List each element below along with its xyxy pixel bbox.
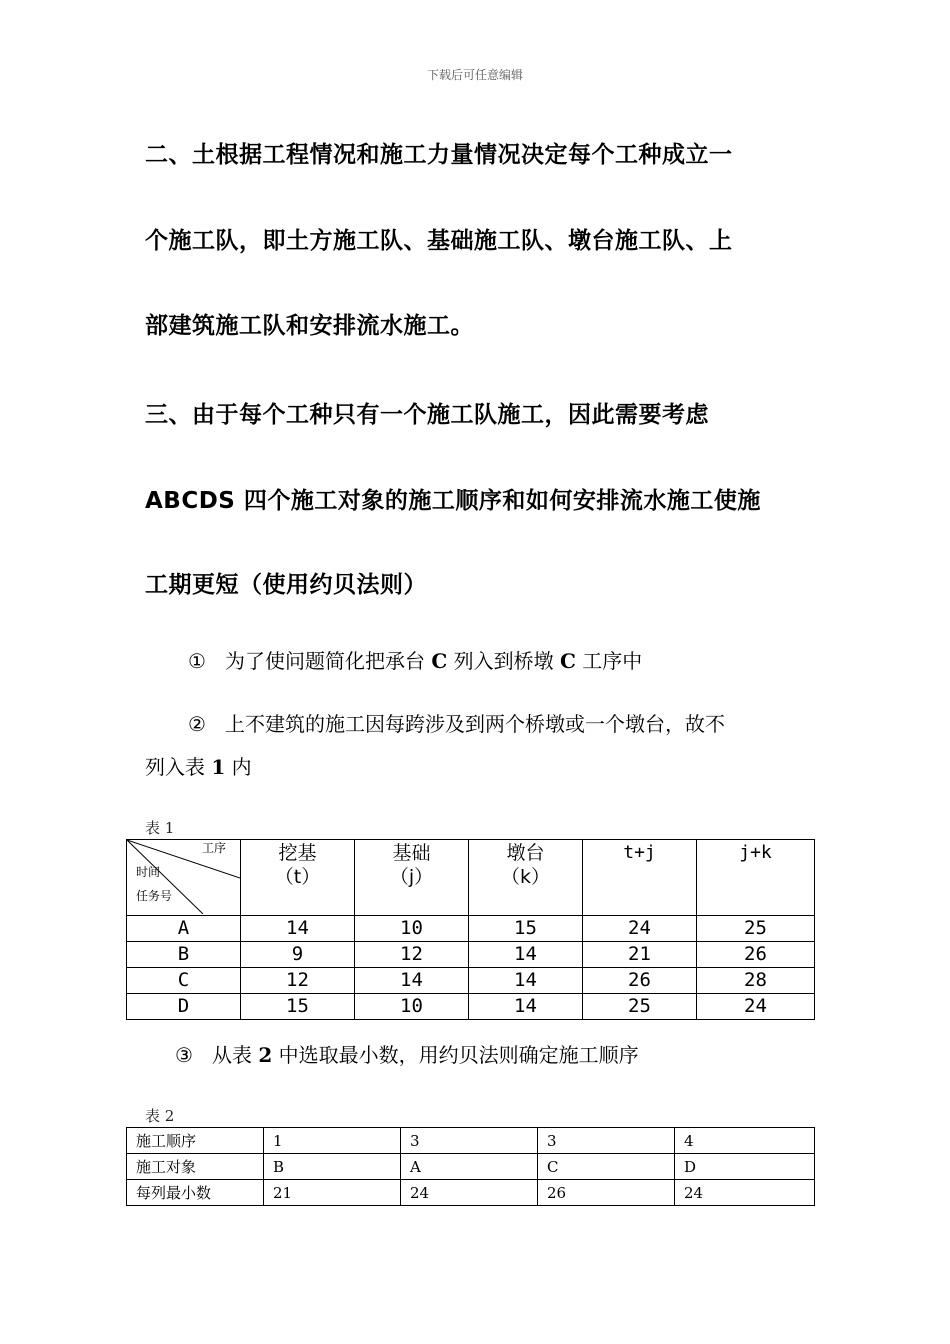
header-excavation-name: 挖基 — [278, 842, 317, 864]
heading-line-4: 三、由于每个工种只有一个施工队施工，因此需要考虑 — [145, 402, 709, 428]
task-cell: D — [127, 994, 241, 1020]
item-2-line-2 — [145, 751, 810, 780]
row-label-cell: 施工对象 — [127, 1154, 264, 1180]
item-3-text-c: 中选取最小数，用约贝法则确定施工顺序 — [278, 1043, 639, 1067]
header-j-plus-k: j+k — [697, 840, 815, 916]
row-label-cell: 施工顺序 — [127, 1128, 264, 1154]
value-cell: 3 — [401, 1128, 538, 1154]
value-cell: 25 — [583, 994, 697, 1020]
value-cell: C — [538, 1154, 675, 1180]
value-cell: 12 — [241, 968, 355, 994]
item-2-text-c: 内 — [231, 755, 252, 779]
row-label-cell: 每列最小数 — [127, 1180, 264, 1206]
value-cell: 9 — [241, 942, 355, 968]
item-1-text-a: 为了使问题简化把承台 — [225, 649, 426, 673]
table-2 — [126, 1127, 815, 1206]
table-1 — [126, 839, 815, 1020]
heading-line-1: 二、土根据工程情况和施工力量情况决定每个工种成立一 — [145, 142, 733, 168]
item-2-text-a: 列入表 — [145, 755, 205, 779]
value-cell: 26 — [538, 1180, 675, 1206]
header-foundation-name: 基础 — [392, 842, 431, 864]
heading-line-6: 工期更短（使用约贝法则） — [145, 572, 427, 598]
value-cell: 24 — [401, 1180, 538, 1206]
corner-label-time: 时间 — [136, 865, 161, 879]
heading-line-5: ABCDS 四个施工对象的施工顺序和如何安排流水施工使施 — [145, 488, 761, 514]
corner-label-task: 任务号 — [136, 889, 173, 903]
item-3-text-a: 从表 — [212, 1043, 253, 1067]
value-cell: 15 — [469, 916, 583, 942]
table-row — [127, 994, 815, 1020]
page-header: 下载后可任意编辑 — [426, 68, 523, 82]
value-cell: 21 — [264, 1180, 401, 1206]
value-cell: 14 — [469, 994, 583, 1020]
value-cell: 28 — [697, 968, 815, 994]
value-cell: 15 — [241, 994, 355, 1020]
value-cell: 26 — [697, 942, 815, 968]
value-cell: D — [675, 1154, 815, 1180]
item-1-text-c: 列入到桥墩 — [453, 649, 554, 673]
table-row — [127, 1154, 815, 1180]
table-1-header-row — [127, 840, 815, 916]
value-cell: 14 — [241, 916, 355, 942]
value-cell: 24 — [583, 916, 697, 942]
value-cell: 26 — [583, 968, 697, 994]
table-1-corner-cell — [127, 840, 241, 916]
header-foundation-symbol: （j） — [389, 866, 434, 888]
heading-line-3: 部建筑施工队和安排流水施工。 — [145, 313, 474, 339]
item-1-text-b: C — [431, 649, 448, 673]
header-pier-symbol: （k） — [500, 866, 550, 888]
header-excavation — [241, 840, 355, 916]
table-2-caption: 表 2 — [145, 1107, 175, 1125]
item-1-text-e: 工序中 — [582, 649, 643, 673]
item-1-number: ① — [188, 649, 206, 673]
value-cell: B — [264, 1154, 401, 1180]
header-pier-name: 墩台 — [506, 842, 545, 864]
value-cell: 10 — [355, 916, 469, 942]
value-cell: 14 — [469, 968, 583, 994]
table-row — [127, 968, 815, 994]
value-cell: 10 — [355, 994, 469, 1020]
header-excavation-symbol: （t） — [274, 866, 321, 888]
item-3-number: ③ — [175, 1043, 193, 1067]
value-cell: 4 — [675, 1128, 815, 1154]
corner-label-process: 工序 — [201, 841, 226, 855]
table-row — [127, 1180, 815, 1206]
task-cell: B — [127, 942, 241, 968]
table-1-caption: 表 1 — [145, 819, 175, 837]
item-1 — [188, 645, 853, 674]
heading-line-2: 个施工队，即土方施工队、基础施工队、墩台施工队、上 — [145, 228, 733, 254]
header-foundation — [355, 840, 469, 916]
header-t-plus-j: t+j — [583, 840, 697, 916]
value-cell: 3 — [538, 1128, 675, 1154]
table-row — [127, 1128, 815, 1154]
item-2-number: ② — [188, 712, 206, 736]
value-cell: 25 — [697, 916, 815, 942]
item-1-text-d: C — [560, 649, 576, 673]
value-cell: 1 — [264, 1128, 401, 1154]
value-cell: A — [401, 1154, 538, 1180]
item-3-text-b: 2 — [258, 1043, 273, 1067]
item-3 — [175, 1039, 840, 1068]
value-cell: 14 — [355, 968, 469, 994]
task-cell: A — [127, 916, 241, 942]
value-cell: 24 — [675, 1180, 815, 1206]
task-cell: C — [127, 968, 241, 994]
value-cell: 12 — [355, 942, 469, 968]
value-cell: 24 — [697, 994, 815, 1020]
table-row — [127, 916, 815, 942]
item-2-line-1: 上不建筑的施工因每跨涉及到两个桥墩或一个墩台，故不 — [225, 712, 726, 736]
item-2-text-b: 1 — [211, 755, 226, 779]
value-cell: 21 — [583, 942, 697, 968]
table-row — [127, 942, 815, 968]
value-cell: 14 — [469, 942, 583, 968]
header-pier — [469, 840, 583, 916]
item-2 — [188, 708, 853, 737]
